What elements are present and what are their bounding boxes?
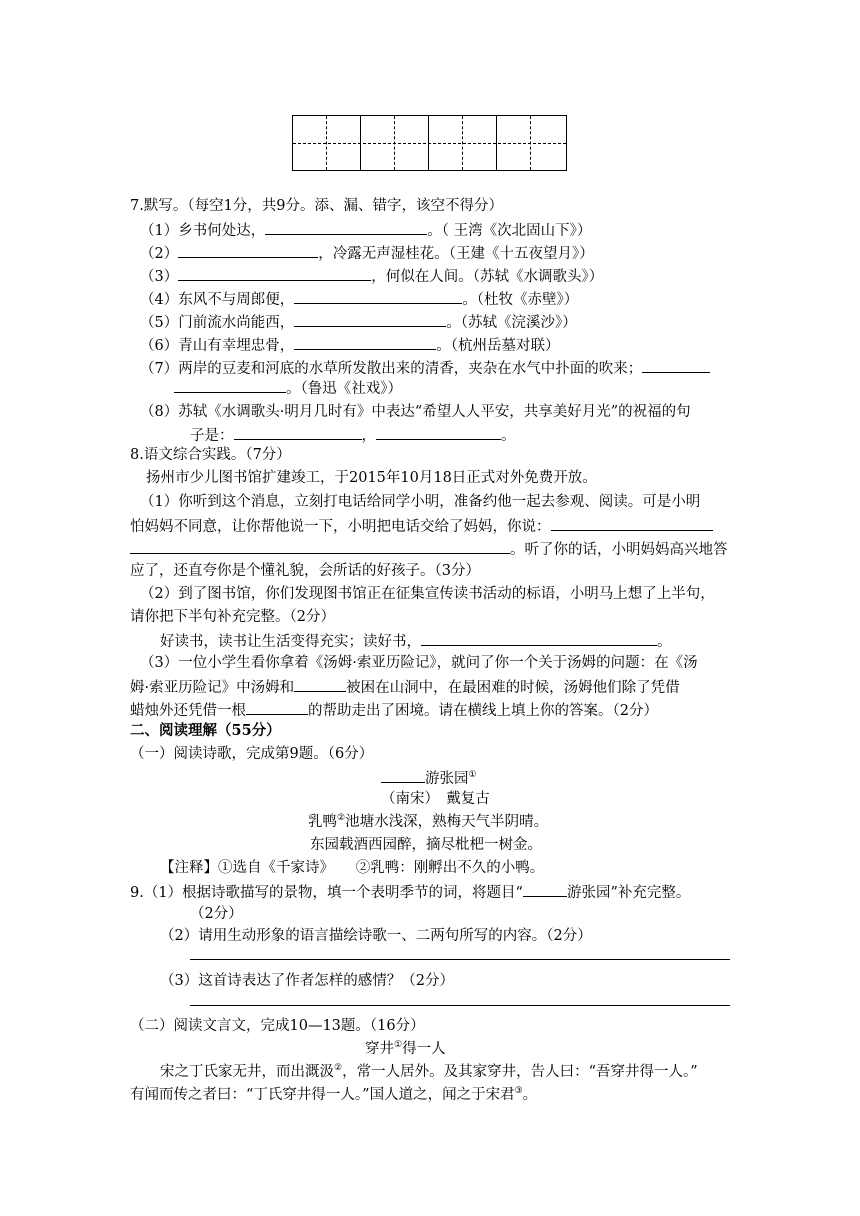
blank[interactable]: [294, 334, 436, 350]
footnote-mark: ①: [394, 1040, 403, 1051]
text: 。: [657, 634, 672, 650]
poem-line-1: [308, 812, 548, 832]
text: ，冷露无声湿桂花。（王建《十五夜望月》）: [318, 246, 594, 262]
text: 。（杜牧《赤壁》）: [462, 292, 579, 308]
footnote-mark: ②: [337, 813, 346, 824]
text: 乳鸭: [308, 814, 337, 830]
q9-line2: （2分）: [190, 906, 243, 922]
blank[interactable]: [376, 424, 501, 440]
text: 。（杭州岳墓对联）: [436, 338, 560, 354]
text: 。（苏轼《浣溪沙》）: [446, 315, 577, 331]
text: （3）: [140, 269, 179, 285]
text: 好读书，读书让生活变得充实；读好书，: [160, 634, 421, 650]
blank[interactable]: [294, 676, 346, 692]
sub-section-2: （二）阅读文言文，完成10—13题。（16分）: [130, 1018, 425, 1034]
q7-line-7b: [174, 377, 402, 399]
blank[interactable]: [523, 881, 567, 897]
text: 子是：: [190, 428, 234, 444]
text: （5）门前流水尚能西，: [140, 315, 295, 331]
q8-p2-line1: （2）到了图书馆，你们发现图书馆正在征集宣传读书活动的标语，小明马上想了上半句，: [140, 586, 715, 602]
blank[interactable]: [246, 699, 308, 715]
section-2-title: 二、阅读理解（55分）: [130, 722, 281, 739]
blank[interactable]: [294, 288, 462, 304]
poem-line-2: 东园载酒西园醉，摘尽枇杷一树金。: [310, 837, 542, 853]
blank[interactable]: [265, 219, 427, 235]
q8-p2-line2: 请你把下半句补充完整。（2分）: [130, 609, 335, 625]
q9-line1: [130, 881, 690, 903]
answer-line[interactable]: [190, 959, 730, 960]
q8-title: 8.语文综合实践。（7分）: [130, 447, 291, 463]
prose-title: [365, 1039, 446, 1059]
blank[interactable]: [178, 242, 318, 258]
q7-line-4: [140, 288, 578, 310]
q9-line3: （2）请用生动形象的语言描绘诗歌一、二两句所写的内容。（2分）: [160, 928, 592, 944]
blank[interactable]: [381, 767, 425, 783]
blank[interactable]: [421, 630, 657, 646]
text: 。: [501, 428, 516, 444]
grid-dashed-line: [293, 143, 566, 144]
blank[interactable]: [551, 515, 713, 531]
q8-p1-line2: [130, 515, 713, 537]
footnote-mark: ②: [334, 1063, 343, 1074]
blank[interactable]: [174, 377, 286, 393]
text: （1）乡书何处达，: [140, 223, 266, 239]
text: 蜡烛外还凭借一根: [130, 703, 246, 719]
q8-p3-line1: （3）一位小学生看你拿着《汤姆·索亚历险记》，就问了你一个关于汤姆的问题：在《汤: [140, 655, 698, 671]
q8-p1-line4: 应了，还直夸你是个懂礼貌，会所话的好孩子。（3分）: [130, 563, 480, 579]
q9-line4: （3）这首诗表达了作者怎样的感情？（2分）: [160, 973, 454, 989]
q7-line-6: [140, 334, 559, 356]
sub-section-1: （一）阅读诗歌，完成第9题。（6分）: [130, 746, 374, 762]
text: （4）东风不与周郎便，: [140, 292, 295, 308]
blank[interactable]: [178, 265, 371, 281]
text: 游张园: [425, 771, 469, 787]
text: 。（鲁迅《社戏》）: [286, 381, 402, 397]
poem-author: （南宋） 戴复古: [381, 791, 490, 807]
text: 的帮助走出了困境。请在横线上填上你的答案。（2分）: [308, 703, 658, 719]
q8-p1-line1: （1）你听到这个消息，立刻打电话给同学小明，准备约他一起去参观、阅读。可是小明: [140, 494, 701, 510]
text: 。: [522, 1087, 538, 1103]
answer-grid: [292, 115, 567, 171]
q7-line-7: [140, 357, 710, 379]
text: 池塘水浅深，熟梅天气半阴晴。: [345, 814, 549, 830]
text: （6）青山有幸埋忠骨，: [140, 338, 295, 354]
text: （2）: [140, 246, 179, 262]
q8-intro: 扬州市少儿图书馆扩建竣工，于2015年10月18日正式对外免费开放。: [146, 470, 597, 486]
text: 。（ 王湾《次北固山下》）: [427, 223, 592, 239]
text: ，常一人居外。及其家穿井，告人曰：“吾穿井得一人。”: [342, 1064, 698, 1080]
text: 怕妈妈不同意，让你帮他说一下，小明把电话交给了妈妈，你说：: [130, 519, 551, 535]
q8-p3-line3: [130, 699, 658, 721]
blank[interactable]: [234, 424, 362, 440]
q7-line-8b: [190, 424, 516, 446]
q7-line-5: [140, 311, 577, 333]
prose-line-2: [130, 1085, 537, 1105]
q8-p1-line3: [130, 538, 728, 560]
q8-p3-line2: [130, 676, 680, 698]
footnote-mark: ③: [514, 1086, 523, 1097]
prose-line-1: [160, 1062, 698, 1082]
blank[interactable]: [642, 357, 710, 373]
q7-line-2: [140, 242, 594, 264]
blank[interactable]: [294, 311, 446, 327]
text: 9.（1）根据诗歌描写的景物，填一个表明季节的词，将题目“: [130, 885, 523, 901]
blank[interactable]: [130, 538, 510, 554]
answer-line[interactable]: [190, 1005, 730, 1006]
text: ，何似在人间。（苏轼《水调歌头》）: [371, 269, 604, 285]
text: 姆·索亚历险记》中汤姆和: [130, 680, 295, 696]
text: 被困在山洞中，在最困难的时候，汤姆他们除了凭借: [346, 680, 680, 696]
text: 穿井: [365, 1041, 394, 1057]
q7-line-1: [140, 219, 591, 241]
q8-p2-line3: [160, 630, 672, 652]
q7-title: 7.默写。（每空1分，共9分。添、漏、错字，该空不得分）: [130, 198, 504, 214]
text: 有闻而传之者曰：“丁氏穿井得一人。”国人道之，闻之于宋君: [130, 1087, 515, 1103]
text: 。听了你的话，小明妈妈高兴地答: [510, 542, 728, 558]
text: 游张园”补充完整。: [566, 885, 691, 901]
poem-note: 【注释】①选自《千家诗》 ②乳鸭：刚孵出不久的小鸭。: [160, 860, 545, 876]
footnote-mark: ①: [468, 770, 477, 781]
text: 宋之丁氏家无井，而出溉汲: [160, 1064, 334, 1080]
poem-title: [381, 767, 477, 789]
text: 得一人: [402, 1041, 446, 1057]
text: （7）两岸的豆麦和河底的水草所发散出来的清香，夹杂在水气中扑面的吹来；: [140, 361, 643, 377]
q7-line-3: [140, 265, 603, 287]
q7-line-8: （8）苏轼《水调歌头·明月几时有》中表达“希望人人平安，共享美好月光”的祝福的句: [140, 404, 691, 420]
text: ，: [361, 428, 376, 444]
